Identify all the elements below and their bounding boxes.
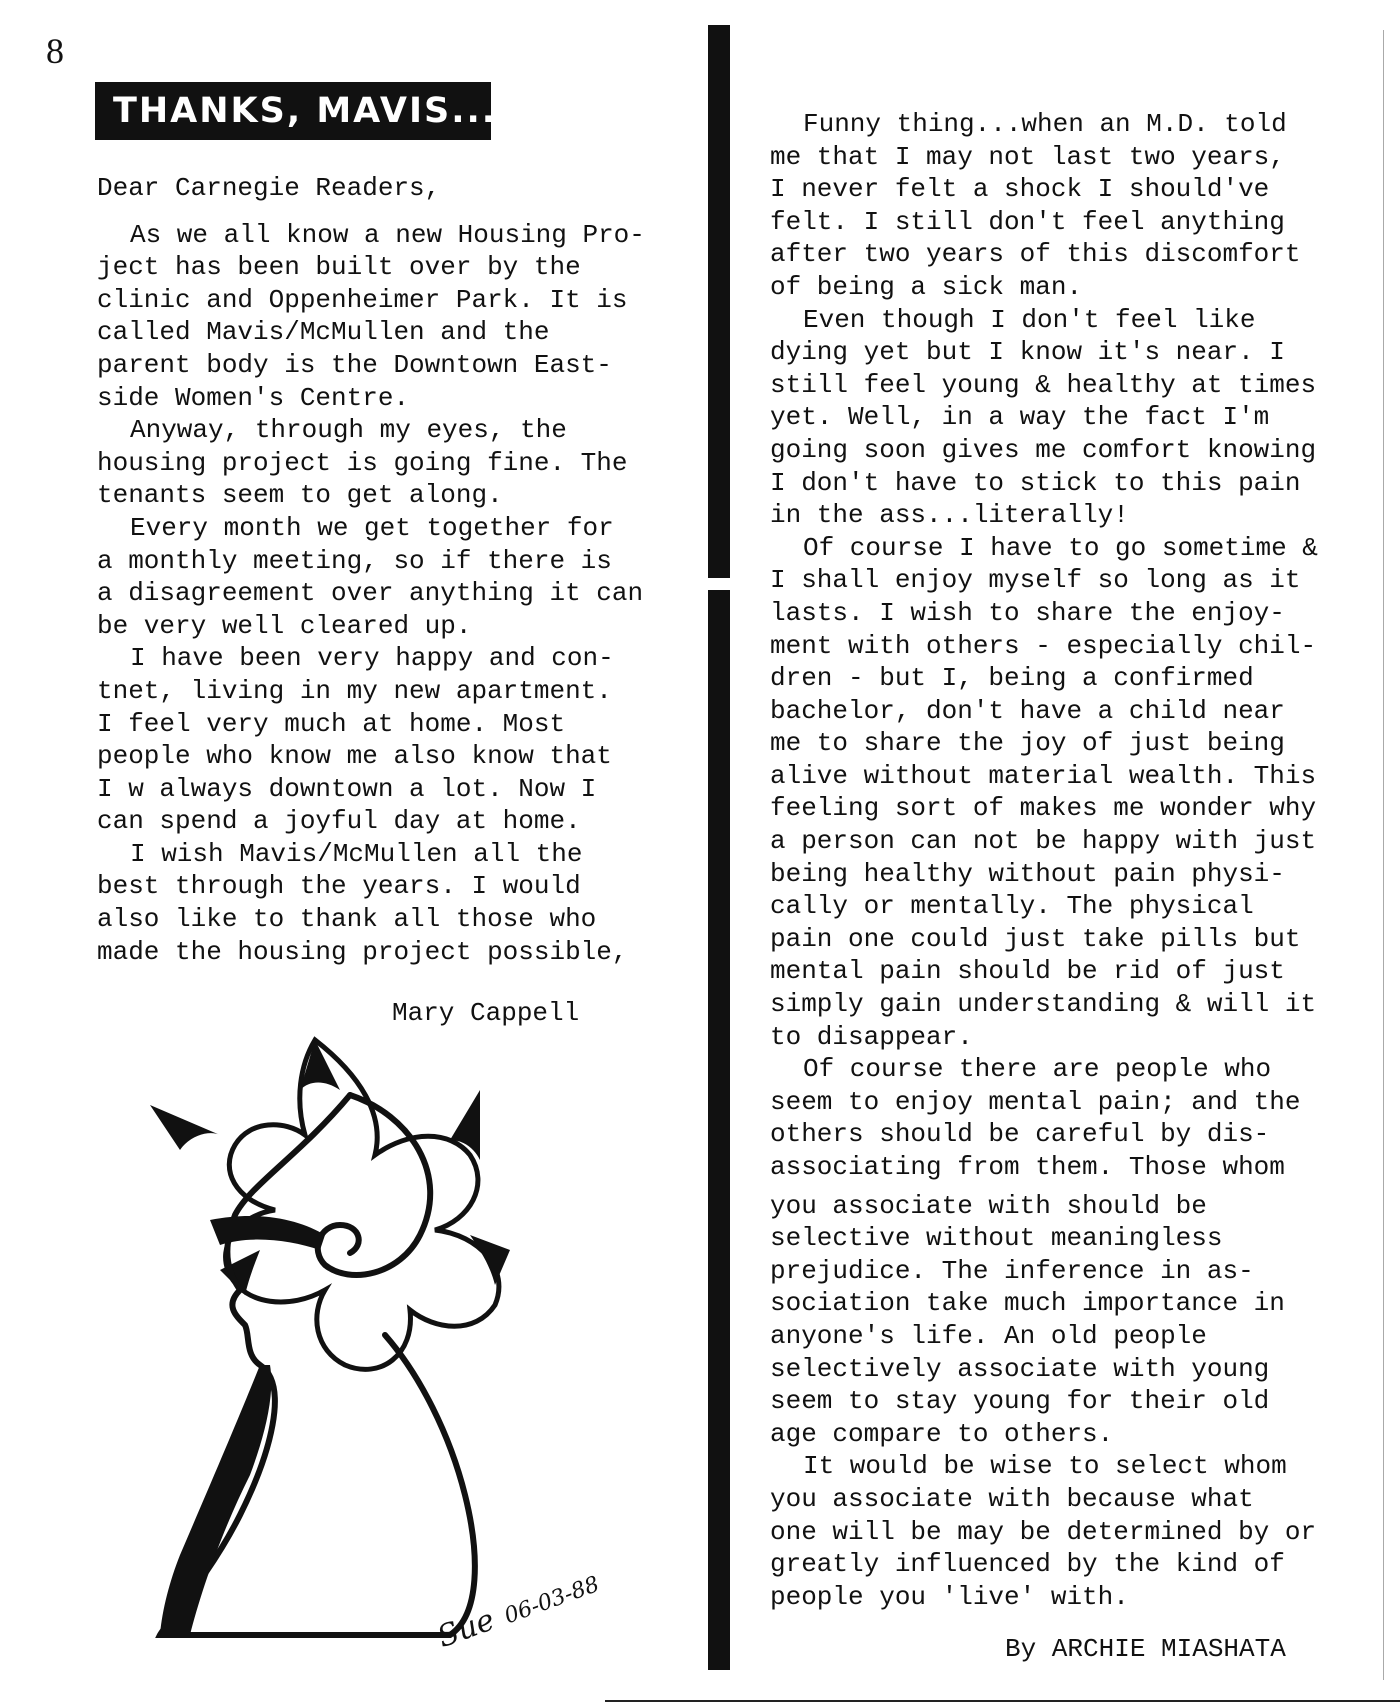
right-paragraph: Funny thing...when an M.D. told me that I may not last two years, I never felt a shock I should've felt. I still don't feel anything after two years of this discomfort of being a sick man. [770,109,1301,302]
left-paragraph: Anyway, through my eyes, the housing project is going fine. The tenants seem to get along. [97,415,628,511]
woman-flower-illustration [150,1035,570,1645]
bottom-rule [605,1700,1400,1702]
author-signature-left: Mary Cappell [392,998,580,1028]
artwork-date: 06-03-88 [501,1571,603,1630]
right-paragraph: Of course there are people who seem to enjoy mental pain; and the others should be careful by dis- associating from them. Those whom [770,1054,1301,1182]
column-divider-notch [708,578,730,590]
right-paragraph: It would be wise to select whom you associate with because what one will be may be determined by or greatly influenced by the kind of people you 'live' with. [770,1451,1317,1612]
right-paragraph: Of course I have to go sometime & I shall enjoy myself so long as it lasts. I wish to share the enjoy- ment with others - especially chil- dren - but I, being a confirmed bachelor, don't have a child near me to share the joy of just being alive without material wealth. This feeling sort of makes me wonder why a person can not be happy with just being healthy without pain physi- cally or mentally. The physical pain one could just take pills but mental pain should be rid of just simply gain understanding & will it to disappear. [770,532,1318,1052]
artist-name: Sue [433,1602,500,1655]
greeting: Dear Carnegie Readers, [97,173,441,203]
right-paragraph: Even though I don't feel like dying yet but I know it's near. I still feel young & healthy at times yet. Well, in a way the fact I'm going soon gives me comfort knowing I don't have to stick to this pain in the ass...literally! [770,304,1317,531]
left-paragraph: Every month we get together for a monthly meeting, so if there is a disagreement over anything it can be very well cleared up. [97,512,644,641]
left-paragraph: I wish Mavis/McMullen all the best through the years. I would also like to thank all those who made the housing project possible, [97,838,628,967]
left-paragraph: I have been very happy and con- tnet, living in my new apartment. I feel very much at home. Most people who know me also know that I w always downtown a lot. Now I can spend a joyful day at home. [97,643,614,837]
author-byline-right: By ARCHIE MIASHATA [1005,1634,1286,1664]
left-article-body [97,172,677,968]
page-edge-line [1383,30,1384,1680]
column-divider [708,25,730,1670]
page-number: 8 [46,31,64,71]
left-paragraph: As we all know a new Housing Pro- ject has been built over by the clinic and Oppenheimer Park. It is called Mavis/McMullen and the parent body is the Downtown East- side Women's Centre. [97,219,645,413]
article-headline: THANKS, MAVIS... [95,82,491,140]
right-paragraph: you associate with should be selective without meaningless prejudice. The inference in as- sociation take much importance in anyone's life. An old people selectively associate with young seem to stay young for their old age compare to others. [770,1190,1285,1449]
right-article-body [770,108,1370,1613]
flower-petals [226,1040,499,1369]
robe-shadow [160,1365,271,1635]
